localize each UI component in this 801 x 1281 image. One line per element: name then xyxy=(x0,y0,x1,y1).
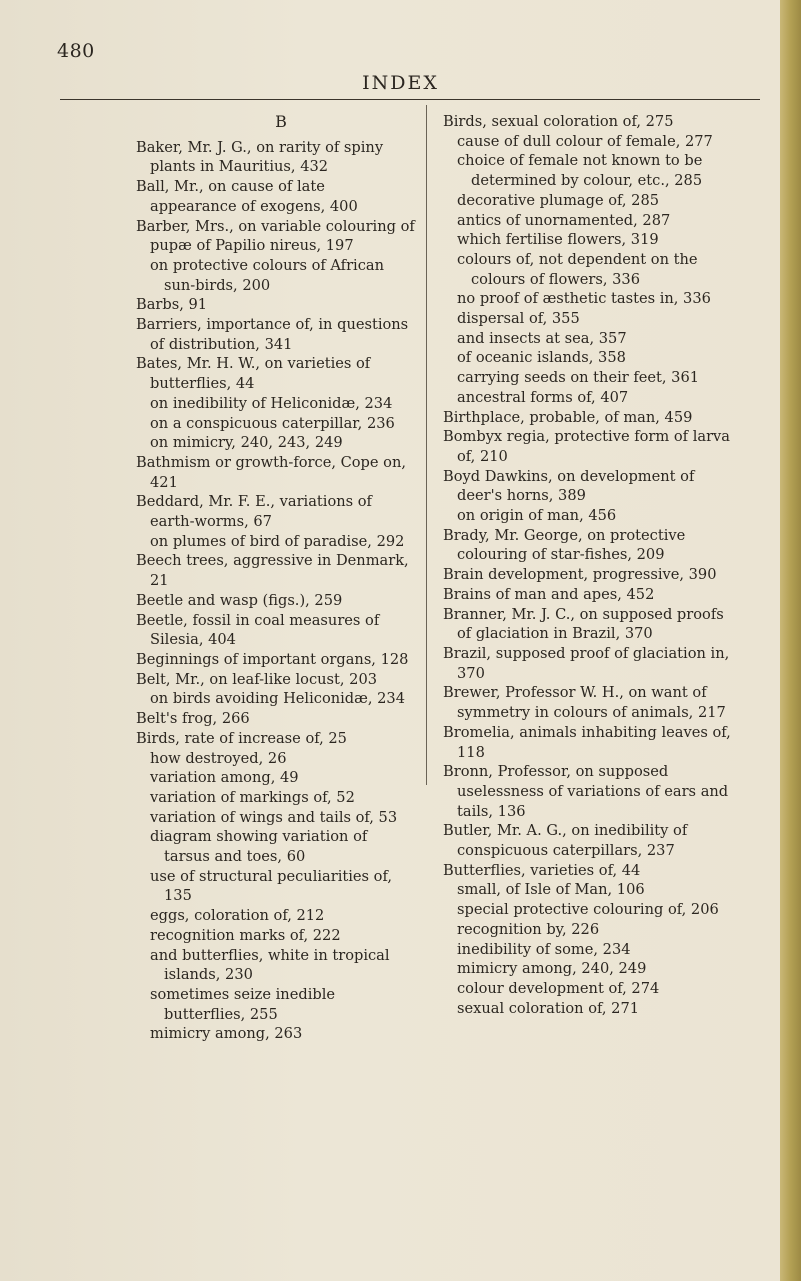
index-subentry: of oceanic islands, 358 xyxy=(457,349,626,367)
index-subentry: inedibility of some, 234 xyxy=(457,940,631,958)
index-subentry: small, of Isle of Man, 106 xyxy=(457,881,645,899)
index-entry: Bromelia, animals inhabiting leaves of, 118 xyxy=(443,723,731,761)
index-entry: Brains of man and apes, 452 xyxy=(443,585,655,603)
index-subentry: no proof of æsthetic tastes in, 336 xyxy=(457,290,711,308)
page-number: 480 xyxy=(57,40,95,62)
right-column xyxy=(443,112,741,1018)
index-entry: Brain development, progressive, 390 xyxy=(443,566,717,584)
index-entry: Baker, Mr. J. G., on rarity of spiny plants in Mauritius, 432 xyxy=(136,138,384,176)
right-entry-list xyxy=(443,112,741,1018)
index-subentry: on a conspicuous caterpillar, 236 xyxy=(150,414,395,432)
index-entry: Bates, Mr. H. W., on varieties of butterflies, 44 xyxy=(136,355,371,393)
index-subentry: mimicry among, 240, 249 xyxy=(457,960,647,978)
left-entry-list xyxy=(136,138,416,1044)
index-entry: Barbs, 91 xyxy=(136,296,208,314)
index-subentry: which fertilise flowers, 319 xyxy=(457,231,659,249)
index-entry: Barber, Mrs., on variable colouring of pupæ of Papilio nireus, 197 xyxy=(136,217,415,255)
header-rule xyxy=(60,99,760,100)
section-letter: B xyxy=(275,112,287,131)
index-subentry: use of structural peculiarities of, 135 xyxy=(150,867,392,905)
index-subentry: diagram showing variation of tarsus and toes, 60 xyxy=(150,828,368,866)
index-subentry: variation of markings of, 52 xyxy=(150,788,355,806)
index-subentry: and insects at sea, 357 xyxy=(457,329,627,347)
index-subentry: recognition by, 226 xyxy=(457,920,600,938)
index-subentry: sexual coloration of, 271 xyxy=(457,999,640,1017)
index-subentry: antics of unornamented, 287 xyxy=(457,211,671,229)
index-subentry: on origin of man, 456 xyxy=(457,507,617,525)
index-subentry: on mimicry, 240, 243, 249 xyxy=(150,434,343,452)
index-entry: Bronn, Professor, on supposed uselessness of variations of ears and tails, 136 xyxy=(443,763,729,820)
index-subentry: ancestral forms of, 407 xyxy=(457,388,629,406)
index-entry: Butler, Mr. A. G., on inedibility of conspicuous caterpillars, 237 xyxy=(443,822,688,860)
index-entry: Branner, Mr. J. C., on supposed proofs of glaciation in Brazil, 370 xyxy=(443,605,724,643)
index-subentry: mimicry among, 263 xyxy=(150,1025,303,1043)
index-subentry: on inedibility of Heliconidæ, 234 xyxy=(150,394,393,412)
index-entry: Boyd Dawkins, on development of deer's horns, 389 xyxy=(443,467,695,505)
index-subentry: decorative plumage of, 285 xyxy=(457,191,660,209)
index-entry: Belt, Mr., on leaf-like locust, 203 xyxy=(136,670,378,688)
index-subentry: variation of wings and tails of, 53 xyxy=(150,808,398,826)
index-entry: Birds, rate of increase of, 25 xyxy=(136,729,347,747)
index-entry: Brazil, supposed proof of glaciation in, 370 xyxy=(443,644,730,682)
index-entry: Birds, sexual coloration of, 275 xyxy=(443,113,674,130)
index-subentry: sometimes seize inedible butterflies, 255 xyxy=(150,985,336,1023)
index-subentry: colour development of, 274 xyxy=(457,979,660,997)
index-entry: Beech trees, aggressive in Denmark, 21 xyxy=(136,552,409,590)
index-subentry: how destroyed, 26 xyxy=(150,749,287,767)
index-subentry: on plumes of bird of paradise, 292 xyxy=(150,532,405,550)
running-head: INDEX xyxy=(362,72,439,94)
index-entry: Brady, Mr. George, on protective colouring of star-fishes, 209 xyxy=(443,526,686,564)
left-column xyxy=(136,112,416,1044)
index-entry: Bombyx regia, protective form of larva of, 210 xyxy=(443,428,730,465)
index-subentry: colours of, not dependent on the colours of flowers, 336 xyxy=(457,250,698,288)
index-subentry: and butterflies, white in tropical islands, 230 xyxy=(150,946,390,984)
index-entry: Beddard, Mr. F. E., variations of earth-worms, 67 xyxy=(136,493,372,531)
index-entry: Birthplace, probable, of man, 459 xyxy=(443,408,693,426)
index-subentry: variation among, 49 xyxy=(150,769,299,787)
index-entry: Ball, Mr., on cause of late appearance of exogens, 400 xyxy=(136,178,358,215)
page-edge xyxy=(780,0,801,1281)
index-entry: Beetle, fossil in coal measures of Silesia, 404 xyxy=(136,611,380,649)
index-subentry: special protective colouring of, 206 xyxy=(457,901,719,919)
index-entry: Belt's frog, 266 xyxy=(136,710,250,728)
index-subentry: on birds avoiding Heliconidæ, 234 xyxy=(150,690,405,708)
index-subentry: choice of female not known to be determined by colour, etc., 285 xyxy=(457,152,703,190)
index-entry: Brewer, Professor W. H., on want of symmetry in colours of animals, 217 xyxy=(443,684,726,722)
index-entry: Beetle and wasp (figs.), 259 xyxy=(136,591,343,609)
index-subentry: recognition marks of, 222 xyxy=(150,926,341,944)
index-subentry: dispersal of, 355 xyxy=(457,310,580,328)
index-subentry: eggs, coloration of, 212 xyxy=(150,907,325,925)
index-subentry: carrying seeds on their feet, 361 xyxy=(457,369,700,387)
index-entry: Bathmism or growth-force, Cope on, 421 xyxy=(136,453,406,491)
column-divider xyxy=(426,105,427,785)
index-entry: Butterflies, varieties of, 44 xyxy=(443,861,641,879)
index-entry: Beginnings of important organs, 128 xyxy=(136,650,409,668)
index-subentry: on protective colours of African sun-birds, 200 xyxy=(150,256,384,294)
index-subentry: cause of dull colour of female, 277 xyxy=(457,132,713,150)
index-entry: Barriers, importance of, in questions of distribution, 341 xyxy=(136,316,409,353)
